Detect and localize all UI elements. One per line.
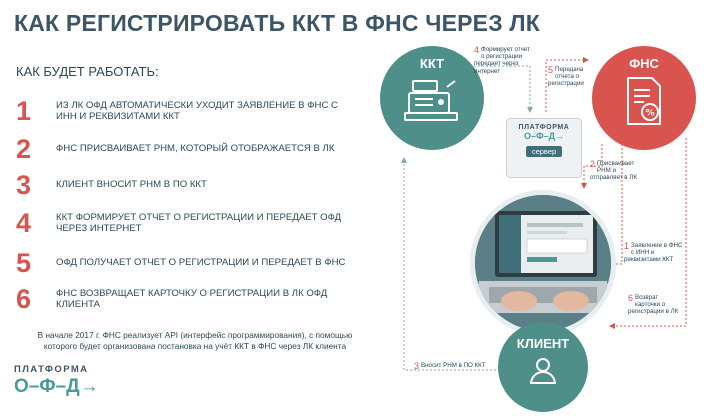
logo-wordmark: ПЛАТФОРМА (14, 364, 89, 375)
logo-mark: О–Ф–Д→ (14, 376, 99, 397)
flow-label-2 (590, 160, 640, 182)
step-text: ИЗ ЛК ОФД АВТОМАТИЧЕСКИ УХОДИТ ЗАЯВЛЕНИЕ В ФНС С ИНН И РЕКВИЗИТАМИ ККТ (56, 99, 338, 122)
flow-step-text: Заявление в ФНС с ИНН и реквизитами ККТ (624, 242, 683, 264)
step-number: 2 (16, 134, 32, 164)
flow-label-3 (414, 362, 486, 371)
step-number: 5 (16, 248, 32, 278)
flow-label-6 (628, 294, 684, 316)
step-text: ФНС ПРИСВАИВАЕТ РНМ, КОТОРЫЙ ОТОБРАЖАЕТСЯ В ЛК (56, 143, 335, 155)
server-brand: ПЛАТФОРМА (518, 124, 570, 131)
ofd-server-node (506, 118, 582, 178)
flow-step-number: 3 (414, 361, 420, 371)
laptop-image (475, 195, 611, 331)
step-item (16, 208, 356, 238)
flow-label-1 (624, 242, 684, 264)
step-number: 1 (16, 96, 32, 126)
kkt-node (380, 46, 484, 150)
flow-step-text: Присваивает РНМ и отправляет в ЛК (590, 160, 637, 182)
flow-step-text: Вносит РНМ в ПО ККТ (421, 362, 486, 369)
step-item (16, 248, 356, 278)
fns-title: ФНС (629, 56, 659, 71)
flow-step-text: Возврат карточки о регистрации в ЛК (628, 294, 679, 316)
kkt-title: ККТ (419, 56, 445, 71)
server-label: сервер (526, 146, 562, 157)
flow-step-number: 5 (548, 65, 554, 75)
registration-diagram (370, 40, 720, 419)
step-item (16, 134, 356, 164)
flow-step-number: 2 (590, 159, 596, 169)
client-title: КЛИЕНТ (516, 336, 570, 351)
laptop-photo (470, 190, 616, 336)
flow-label-5 (548, 66, 600, 88)
flow-step-number: 6 (628, 293, 634, 303)
step-item (16, 170, 356, 200)
cash-register-icon (403, 77, 461, 123)
step-item (16, 284, 356, 314)
flow-step-text: Передача отчета о регистрации (548, 66, 584, 88)
step-number: 4 (16, 208, 32, 238)
step-text: ОФД ПОЛУЧАЕТ ОТЧЕТ О РЕГИСТРАЦИИ И ПЕРЕДАЕТ В ФНС (56, 257, 346, 269)
fns-node (592, 46, 696, 150)
page-title: КАК РЕГИСТРИРОВАТЬ ККТ В ФНС ЧЕРЕЗ ЛК (14, 10, 541, 36)
step-text: ФНС ВОЗВРАЩАЕТ КАРТОЧКУ О РЕГИСТРАЦИИ В ЛК ОФД КЛИЕНТА (56, 287, 328, 310)
flow-label-4 (474, 46, 532, 75)
step-number: 6 (16, 284, 32, 314)
tax-document-icon (622, 76, 666, 126)
step-item (16, 96, 356, 126)
server-logo: О–Ф–Д→ (523, 131, 565, 141)
flow-step-text: Формирует отчет о регистрации передает через интернет (474, 46, 530, 75)
api-note: В начале 2017 г. ФНС реализует API (интерфейс программирования), с помощью которого будет организована постановка на учёт ККТ в ФНС через ЛК клиента (37, 330, 353, 351)
svg-text:%: % (645, 108, 655, 119)
step-text: ККТ ФОРМИРУЕТ ОТЧЕТ О РЕГИСТРАЦИИ И ПЕРЕДАЕТ ОФД ЧЕРЕЗ ИНТЕРНЕТ (56, 211, 342, 234)
flow-step-number: 1 (624, 241, 630, 251)
brand-logo (14, 364, 99, 398)
client-node (498, 322, 588, 412)
step-number: 3 (16, 170, 32, 200)
step-text: КЛИЕНТ ВНОСИТ РНМ В ПО ККТ (56, 179, 207, 191)
user-icon (528, 355, 558, 385)
flow-step-number: 4 (474, 45, 480, 55)
section-subtitle: КАК БУДЕТ РАБОТАТЬ: (16, 64, 159, 79)
